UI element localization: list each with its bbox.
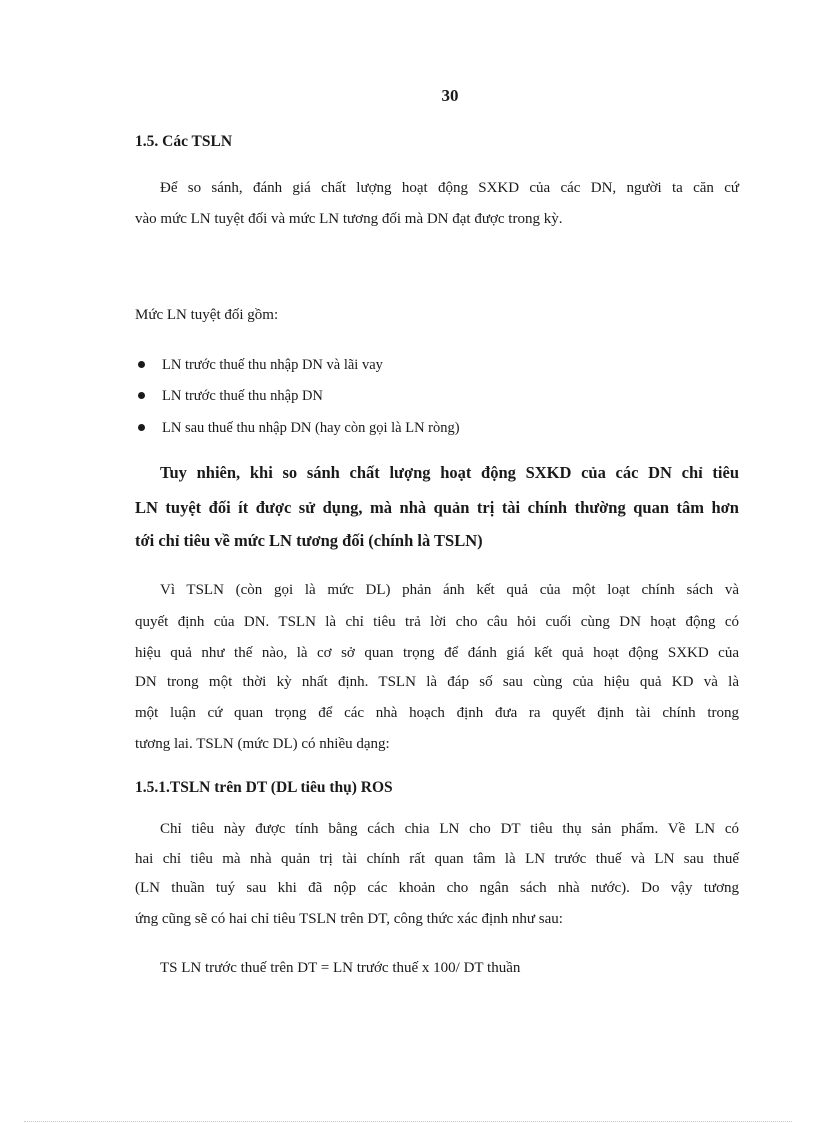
bullet-item-2 [162,386,323,406]
bullet-icon [138,392,145,399]
ros-line-1: Chỉ tiêu này được tính bằng cách chia LN cho DT tiêu thụ sản phẩm. Về LN có [160,821,739,837]
page-number: 30 [441,86,459,105]
bullet-icon [138,424,145,431]
emphasis-line-2: LN tuyệt đối ít được sử dụng, mà nhà quản trị tài chính thường quan tâm hơn [135,498,739,517]
tsln-line-3: hiệu quả như thế nào, là cơ sở quan trọng để đánh giá kết quả hoạt động SXKD của [135,645,739,661]
tsln-line-6: tương lai. TSLN (mức DL) có nhiều dạng: [135,736,390,752]
bullet-item-1 [162,355,383,375]
ros-line-3: (LN thuần tuý sau khi đã nộp các khoản cho ngân sách nhà nước). Do vậy tương [135,880,739,896]
ros-line-4: ứng cũng sẽ có hai chỉ tiêu TSLN trên DT, công thức xác định như sau: [135,911,563,927]
bullet-text: LN trước thuế thu nhập DN [162,388,323,404]
emphasis-line-1: Tuy nhiên, khi so sánh chất lượng hoạt động SXKD của các DN chỉ tiêu [160,463,739,482]
formula: TS LN trước thuế trên DT = LN trước thuế x 100/ DT thuần [160,960,521,976]
absolute-label: Mức LN tuyệt đối gồm: [135,307,279,323]
bullet-item-3 [162,418,460,438]
bullet-text: LN sau thuế thu nhập DN (hay còn gọi là LN ròng) [162,420,460,436]
subsection-heading: 1.5.1.TSLN trên DT (DL tiêu thụ) ROS [135,779,393,796]
tsln-line-5: một luận cứ quan trọng để các nhà hoạch định đưa ra quyết định tài chính trong [135,705,739,721]
footer-divider [24,1121,792,1122]
tsln-line-4: DN trong một thời kỳ nhất định. TSLN là đáp số sau cùng của hiệu quả KD và là [135,674,739,690]
intro-line-2: vào mức LN tuyệt đối và mức LN tương đối mà DN đạt được trong kỳ. [135,211,563,227]
emphasis-line-3: tới chỉ tiêu về mức LN tương đối (chính là TSLN) [135,531,483,550]
bullet-text: LN trước thuế thu nhập DN và lãi vay [162,357,383,373]
intro-line-1: Để so sánh, đánh giá chất lượng hoạt động SXKD của các DN, người ta căn cứ [160,180,739,196]
tsln-line-2: quyết định của DN. TSLN là chỉ tiêu trả lời cho câu hỏi cuối cùng DN hoạt động có [135,614,739,630]
bullet-icon [138,361,145,368]
tsln-line-1: Vì TSLN (còn gọi là mức DL) phản ánh kết quả của một loạt chính sách và [160,582,739,598]
section-heading: 1.5. Các TSLN [135,133,233,150]
ros-line-2: hai chỉ tiêu mà nhà quản trị tài chính rất quan tâm là LN trước thuế và LN sau thuế [135,851,739,867]
